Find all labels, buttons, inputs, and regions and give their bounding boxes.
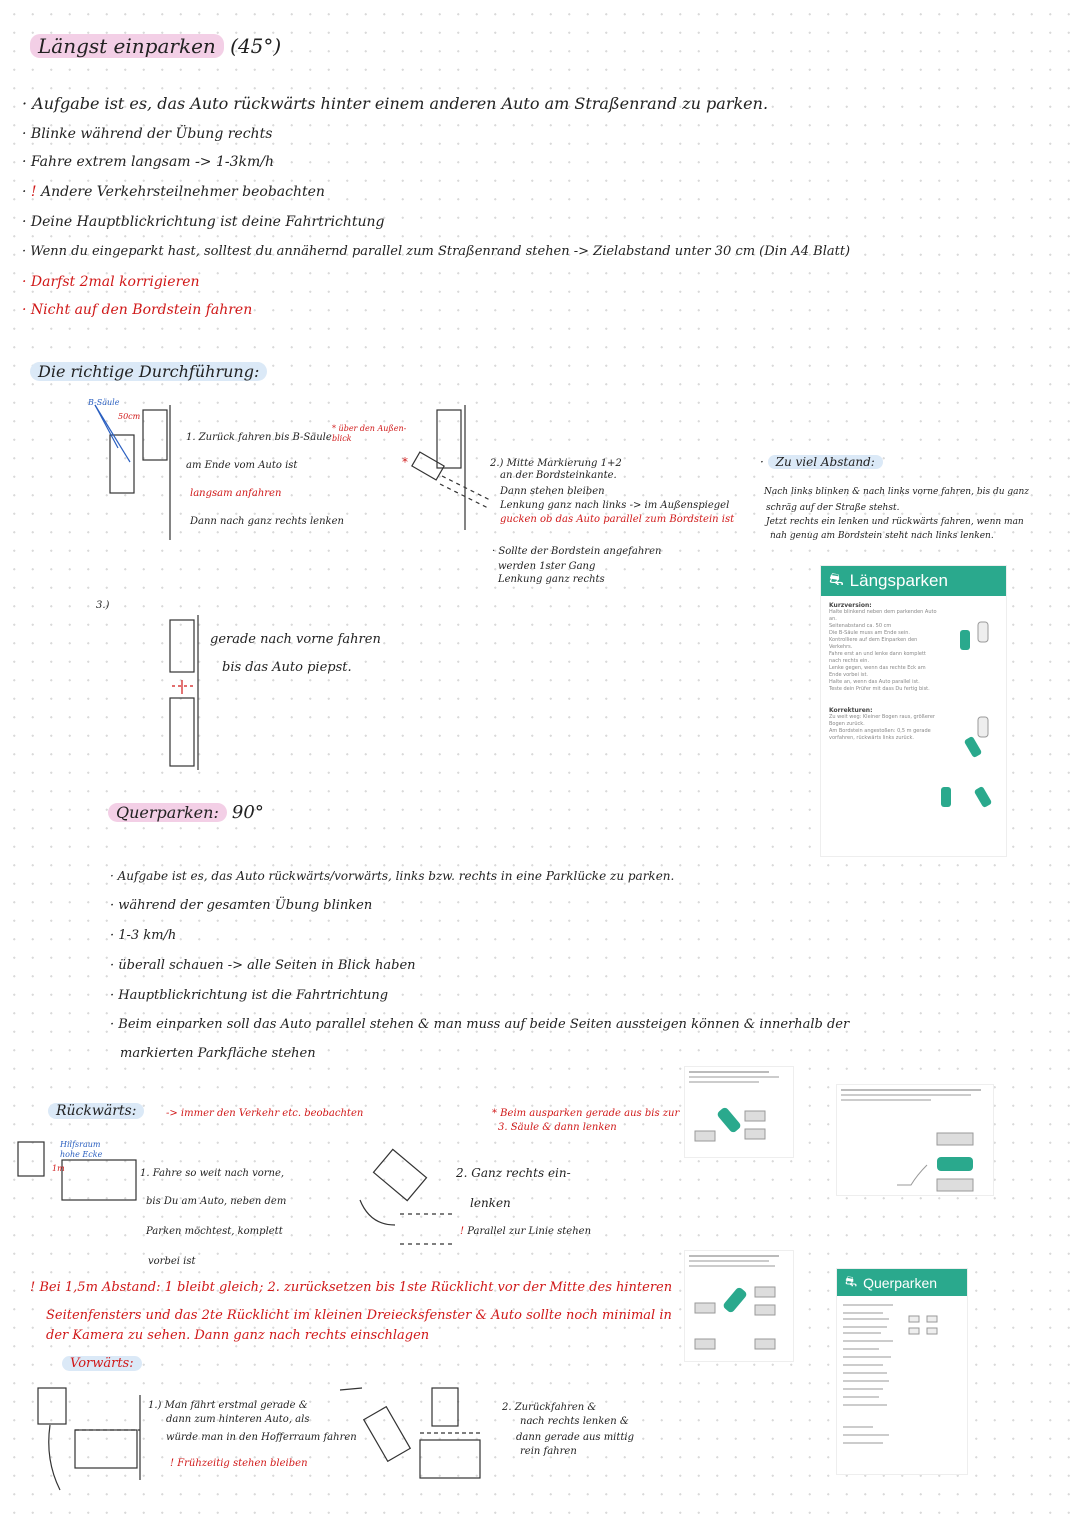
quer-parallel-2: markierten Parkfläche stehen <box>120 1046 316 1061</box>
label-1m: 1m <box>52 1164 65 1173</box>
querparken-card-body <box>837 1296 967 1466</box>
querparken-heading-text: Querparken: <box>108 803 227 822</box>
querparken-card <box>836 1268 968 1475</box>
abstand-title-text: Zu viel Abstand: <box>768 455 883 469</box>
step2-c: Dann stehen bleiben <box>500 486 605 497</box>
quer-speed: · 1-3 km/h <box>110 928 177 943</box>
vor-step2-b: nach rechts lenken & <box>520 1416 629 1427</box>
quer-mini-image-3-drawing <box>837 1085 993 1195</box>
quer-mini-image-2 <box>684 1250 794 1362</box>
quer-blick-text: Hauptblickrichtung ist die Fahrtrichtung <box>118 988 389 1003</box>
rueckwaerts-heading <box>48 1103 144 1119</box>
laengsparken-korr-item: Zu weit weg: Kleiner Bogen raus, größerer Bogen zurück. <box>829 714 935 727</box>
quer-blinken: · während der gesamten Übung blinken <box>110 898 373 913</box>
vor-step2-d: rein fahren <box>520 1446 577 1457</box>
querparken-card-header <box>837 1269 967 1296</box>
bordstein-c: Lenkung ganz rechts <box>498 574 605 585</box>
title-text: Längst einparken <box>30 34 224 58</box>
quer-speed-text: 1-3 km/h <box>118 928 177 943</box>
rueck-step1-c: Parken möchtest, komplett <box>146 1226 283 1237</box>
laengsparken-card-header <box>821 566 1006 596</box>
step2-e: gucken ob das Auto parallel zum Bordstein ist <box>500 514 735 525</box>
vor-step1-a: 1.) Man fährt erstmal gerade & <box>148 1400 308 1411</box>
quer-mini-image-3 <box>836 1084 994 1196</box>
quer-parallel-1-text: Beim einparken soll das Auto parallel stehen & man muss auf beide Seiten aussteigen können & innerhalb der <box>118 1017 850 1032</box>
intro-blick-text: Deine Hauptblickrichtung ist deine Fahrtrichtung <box>30 214 385 230</box>
step1-a <box>186 432 332 444</box>
intro-wenn-text: Wenn du eingeparkt hast, solltest du annähernd parallel zum Straßenrand stehen -> Zielabstand unter 30 cm (Din A4 Blatt) <box>30 244 851 259</box>
step3-a: gerade nach vorne fahren <box>210 632 381 647</box>
step1-d: Dann nach ganz rechts lenken <box>190 516 344 527</box>
vor-step2-c: dann gerade aus mittig <box>516 1432 635 1443</box>
laengsparken-kurz-label: Kurzversion: <box>829 602 872 609</box>
abstand-2: schräg auf der Straße stehst. <box>766 503 900 513</box>
title-angle: (45°) <box>230 34 282 58</box>
intro-aufgabe-text: Aufgabe ist es, das Auto rückwärts hinter einem anderen Auto am Straßenrand zu parken. <box>32 94 769 113</box>
intro-wenn: · Wenn du eingeparkt hast, solltest du annähernd parallel zum Straßenrand stehen -> Zielabstand unter 30 cm (Din A4 Blatt) <box>22 244 851 259</box>
vor-step2-a: 2. Zurückfahren & <box>502 1402 597 1413</box>
rueckwaerts-note: -> immer den Verkehr etc. beobachten <box>166 1108 364 1119</box>
ausparken-a: * Beim ausparken gerade aus bis zur <box>492 1108 680 1119</box>
rueck-step1-b: bis Du am Auto, neben dem <box>146 1196 287 1207</box>
laengsparken-item: Lenke gegen, wenn das rechte Eck am Ende vorbei ist. <box>829 665 926 678</box>
bordstein-a-text: Sollte der Bordstein angefahren <box>498 546 662 557</box>
step1-note: * über den Außen-blick <box>332 424 407 443</box>
bordstein-b: werden 1ster Gang <box>498 561 596 572</box>
intro-aufgabe: · Aufgabe ist es, das Auto rückwärts hinter einem anderen Auto am Straßenrand zu parken. <box>22 94 769 113</box>
abstand-4: nah genug am Bordstein steht nach links lenken. <box>770 531 994 541</box>
laengsparken-korr-label: Korrekturen: <box>829 707 873 714</box>
rueck-step2-c-text: Parallel zur Linie stehen <box>467 1226 592 1237</box>
intro-blick: · Deine Hauptblickrichtung ist deine Fahrtrichtung <box>22 214 385 230</box>
step3-b: bis das Auto piepst. <box>222 660 352 675</box>
label-b-saeule: B-Säule <box>88 398 120 407</box>
intro-bordstein-text: Nicht auf den Bordstein fahren <box>30 302 253 318</box>
diagram-laengs-2 <box>402 405 490 530</box>
laengsparken-item: Halte an, wenn das Auto parallel ist. <box>829 679 920 685</box>
rueck-step2-c: ! Parallel zur Linie stehen <box>460 1226 592 1237</box>
rueck-step2-b: lenken <box>470 1196 511 1210</box>
abstand-title: · Zu viel Abstand: <box>760 456 883 468</box>
diagram-laengs-1 <box>95 405 170 540</box>
rueck-step1-d: vorbei ist <box>148 1256 196 1267</box>
vor-step1-b: dann zum hinteren Auto, als <box>166 1414 310 1425</box>
quer-mini-image-1 <box>684 1066 794 1158</box>
intro-blinke: · Blinke während der Übung rechts <box>22 126 273 142</box>
intro-andere-text: Andere Verkehrsteilnehmer beobachten <box>41 184 325 200</box>
label-hilfsraum: Hilfsraum hohe Ecke <box>60 1140 103 1159</box>
quer-mini-image-2-drawing <box>685 1251 793 1361</box>
quer-schauen: · überall schauen -> alle Seiten in Blick haben <box>110 958 416 973</box>
step2-b: an der Bordsteinkante. <box>500 470 617 481</box>
durchfuehrung-heading-text: Die richtige Durchführung: <box>30 362 267 381</box>
laengsparken-card-text <box>829 602 938 842</box>
intro-andere: · ! Andere Verkehrsteilnehmer beobachten <box>22 184 325 200</box>
step2-d: Lenkung ganz nach links -> im Außenspiegel <box>500 500 730 511</box>
querparken-heading <box>108 802 264 823</box>
intro-blinke-text: Blinke während der Übung rechts <box>30 126 273 142</box>
laengsparken-korr-item: Am Bordstein angestoßen: 0,5 m gerade vorfahren, rückwärts links zurück. <box>829 728 931 741</box>
label-50cm: 50cm <box>118 412 141 421</box>
step2-a: 2.) Mitte Markierung 1+2 <box>490 458 622 469</box>
bei-3: der Kamera zu sehen. Dann ganz nach rechts einschlagen <box>46 1328 430 1343</box>
intro-korrigieren: · Darfst 2mal korrigieren <box>22 274 200 290</box>
rueckwaerts-heading-text: Rückwärts: <box>48 1103 144 1119</box>
laengsparken-item: Fahre erst an und lenke dann komplett nach rechts ein. <box>829 651 926 664</box>
laengsparken-item: Die B-Säule muss am Ende sein. <box>829 630 910 636</box>
quer-blinken-text: während der gesamten Übung blinken <box>118 898 373 913</box>
querparken-card-title: Querparken <box>863 1274 938 1291</box>
step3-num: 3.) <box>96 600 110 611</box>
bei-1: ! Bei 1,5m Abstand: 1 bleibt gleich; 2. zurücksetzen bis 1ste Rücklicht vor der Mitte des hinteren <box>30 1280 673 1295</box>
laengsparken-card-cars <box>938 602 998 842</box>
step1-b: am Ende vom Auto ist <box>186 460 298 471</box>
vorwaerts-heading-text: Vorwärts: <box>62 1356 142 1371</box>
svg-text:*: * <box>402 455 408 469</box>
car-icon: ⛐ <box>829 570 844 589</box>
intro-fahre-text: Fahre extrem langsam -> 1-3km/h <box>30 154 274 170</box>
rueck-step1-a: 1. Fahre so weit nach vorne, <box>140 1168 285 1179</box>
quer-blick: · Hauptblickrichtung ist die Fahrtrichtung <box>110 988 389 1003</box>
quer-mini-image-1-drawing <box>685 1067 793 1157</box>
bei-2: Seitenfensters und das 2te Rücklicht im kleinen Dreiecksfenster & Auto sollte noch minimal in <box>46 1308 672 1323</box>
car-icon: ⛐ <box>845 1273 858 1289</box>
laengsparken-card <box>820 565 1007 857</box>
step1-a-text: 1. Zurück fahren bis B-Säule <box>186 432 332 443</box>
vorwaerts-heading <box>62 1356 142 1371</box>
abstand-3: Jetzt rechts ein lenken und rückwärts fahren, wenn man <box>766 517 1024 527</box>
bordstein-a: · Sollte der Bordstein angefahren <box>492 546 662 557</box>
laengsparken-item: Kontrolliere auf dem Einparken den Verkehrs. <box>829 637 918 650</box>
intro-bordstein: · Nicht auf den Bordstein fahren <box>22 302 253 318</box>
quer-aufgabe: · Aufgabe ist es, das Auto rückwärts/vorwärts, links bzw. rechts in eine Parklücke zu parken. <box>110 869 675 883</box>
rueck-step2-a: 2. Ganz rechts ein- <box>456 1166 571 1180</box>
vor-step1-d-text: Frühzeitig stehen bleiben <box>177 1458 308 1469</box>
laengsparken-card-body <box>821 596 1006 848</box>
vor-step1-d: ! Frühzeitig stehen bleiben <box>170 1458 308 1469</box>
step1-c: langsam anfahren <box>190 488 282 499</box>
intro-fahre: · Fahre extrem langsam -> 1-3km/h <box>22 154 274 170</box>
laengsparken-item: Halte blinkend neben dem parkenden Auto an. <box>829 609 937 622</box>
diagram-laengs-3 <box>170 615 198 770</box>
ausparken-b: 3. Säule & dann lenken <box>498 1122 617 1133</box>
querparken-angle: 90° <box>231 802 264 823</box>
laengsparken-item: Teste dein Prüfer mit dass Du fertig bist. <box>829 686 930 692</box>
quer-aufgabe-text: Aufgabe ist es, das Auto rückwärts/vorwärts, links bzw. rechts in eine Parklücke zu parken. <box>117 869 675 883</box>
laengsparken-item: Seitenabstand ca. 50 cm <box>829 623 892 629</box>
quer-parallel-1: · Beim einparken soll das Auto parallel stehen & man muss auf beide Seiten aussteigen können & innerhalb der <box>110 1017 850 1032</box>
vor-step1-c: würde man in den Hofferraum fahren <box>166 1432 357 1443</box>
bei-1-text: Bei 1,5m Abstand: 1 bleibt gleich; 2. zurücksetzen bis 1ste Rücklicht vor der Mitte des hinteren <box>39 1280 673 1295</box>
intro-korrigieren-text: Darfst 2mal korrigieren <box>30 274 200 290</box>
quer-schauen-text: überall schauen -> alle Seiten in Blick haben <box>118 958 416 973</box>
abstand-1: Nach links blinken & nach links vorne fahren, bis du ganz <box>764 487 1030 497</box>
laengsparken-card-title: Längsparken <box>849 571 948 590</box>
